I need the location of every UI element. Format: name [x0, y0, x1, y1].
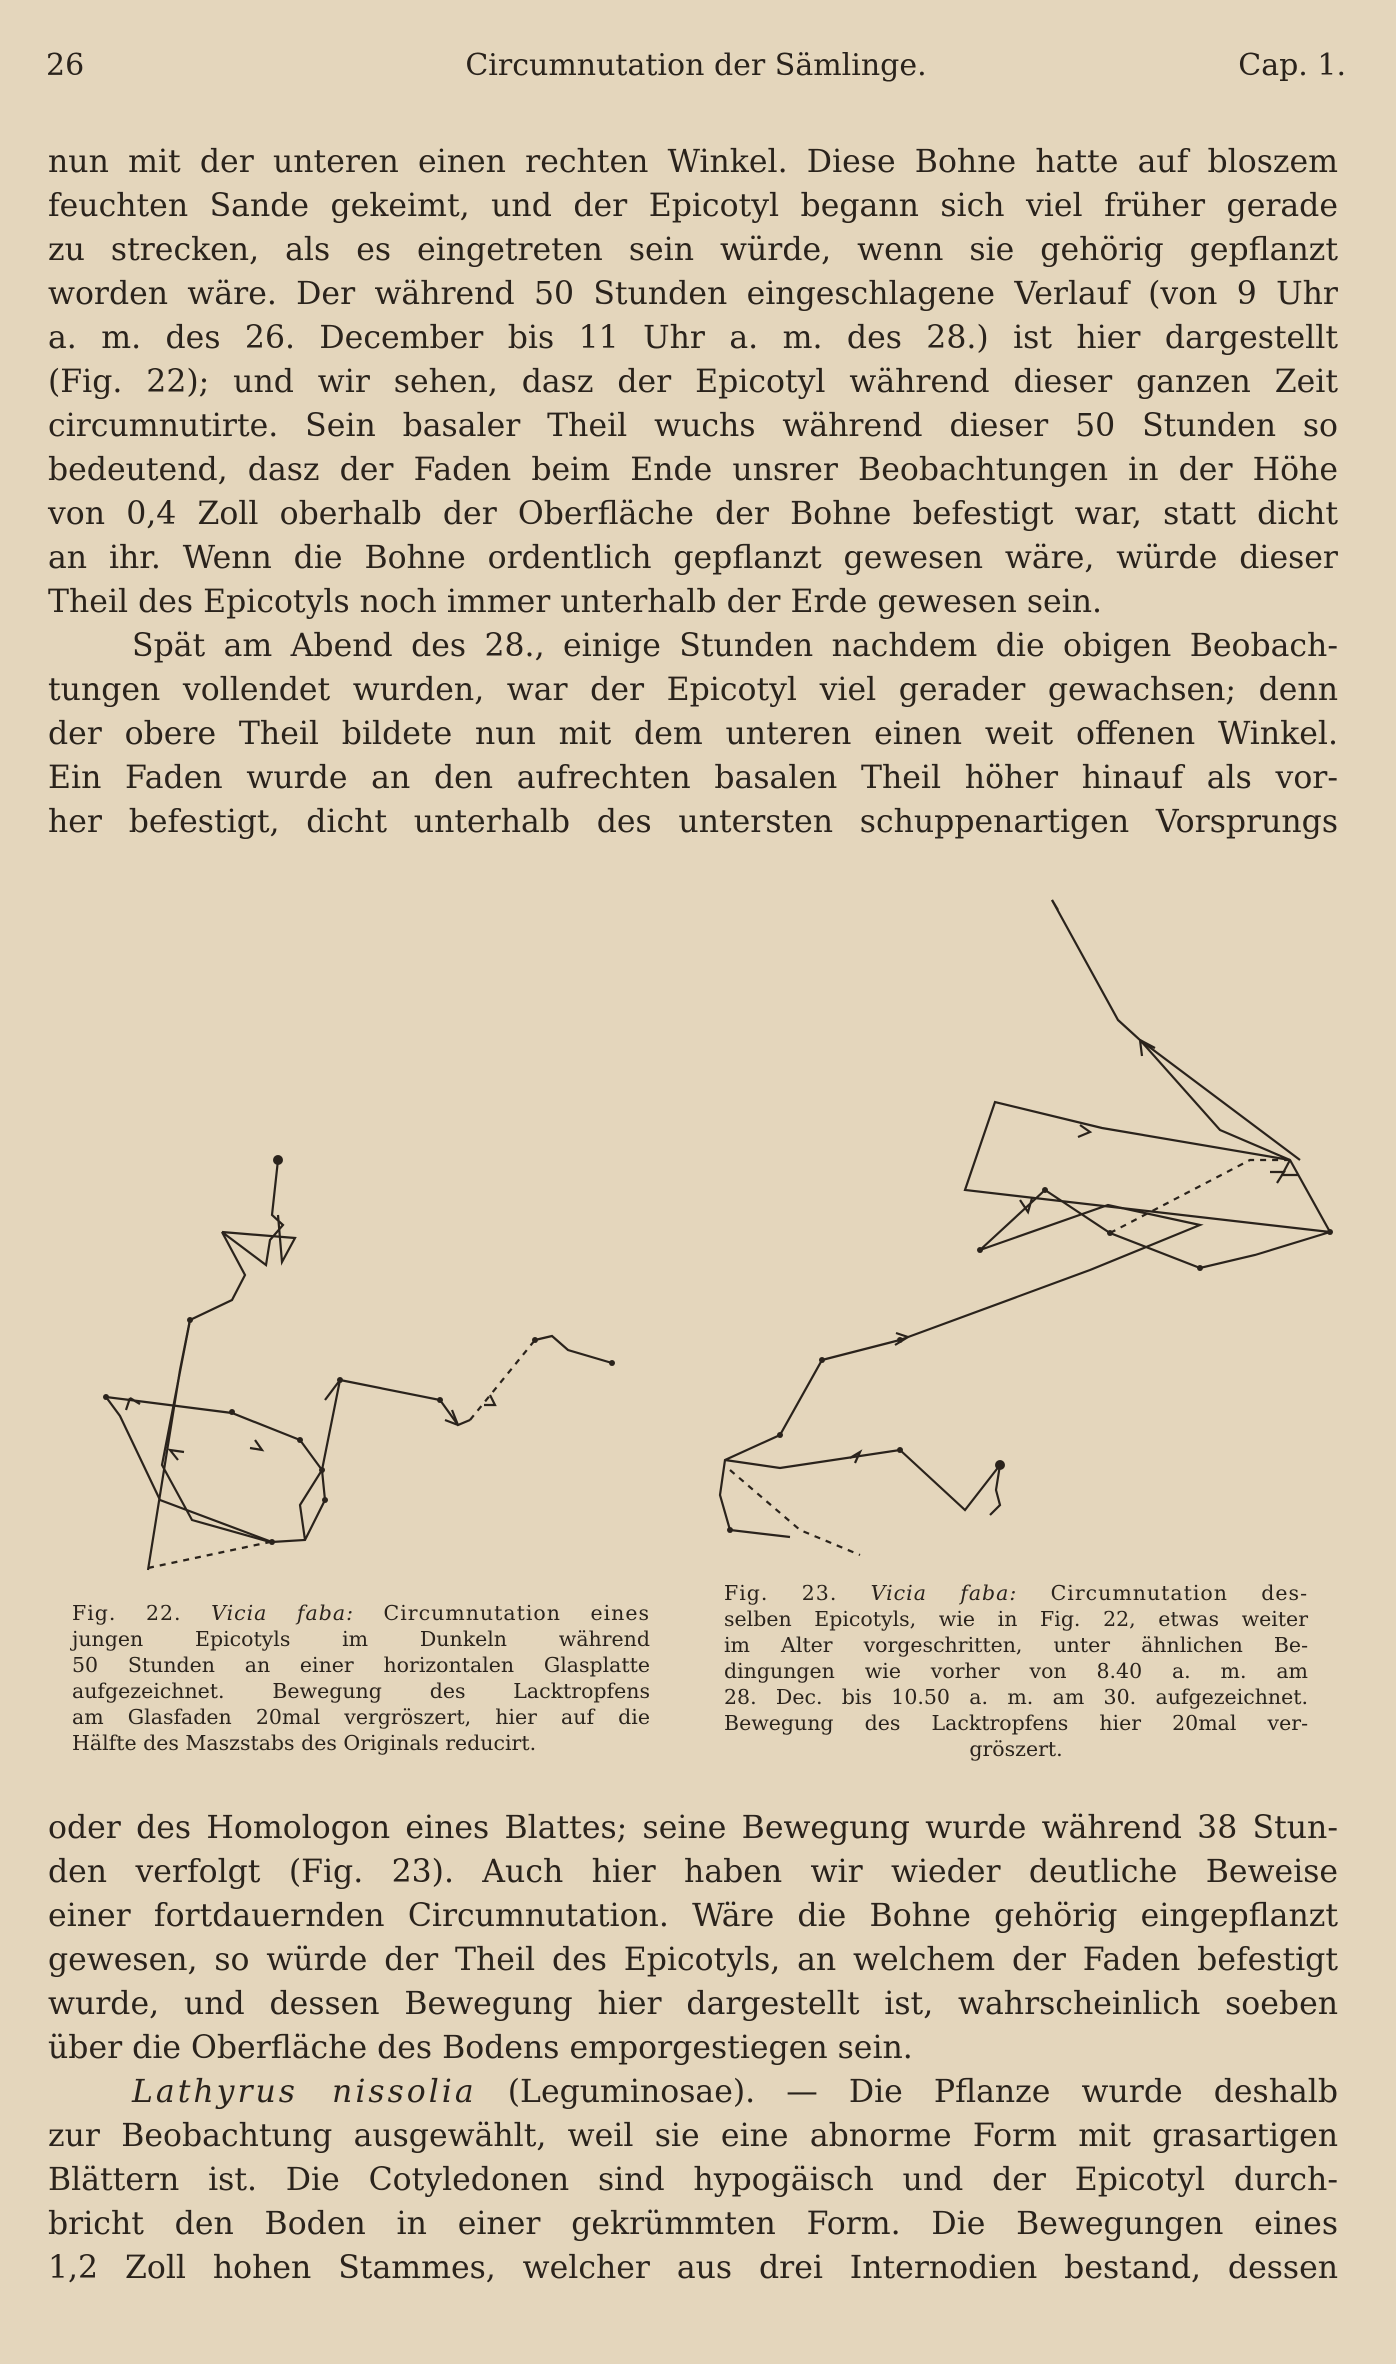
chapter-label: Cap. 1.	[1238, 48, 1346, 83]
text-line: nun mit der unteren einen rechten Winkel. Diese Bohne hatte auf bloszem	[48, 144, 1338, 180]
species-name: Lathyrus nissolia	[132, 2074, 477, 2110]
page-number: 26	[46, 48, 85, 83]
text-line: der obere Theil bildete nun mit dem unteren einen weit offenen Winkel.	[48, 716, 1338, 752]
text-fragment: (Leguminosae). — Die Pflanze wurde deshalb	[507, 2074, 1338, 2110]
caption-line: gröszert.	[969, 1737, 1063, 1761]
text-line: Spät am Abend des 28., einige Stunden nachdem die obigen Beobach-	[132, 628, 1338, 664]
caption-line: dingungen wie vorher von 8.40 a. m. am	[724, 1659, 1308, 1683]
text-line: einer fortdauernden Circumnutation. Wäre die Bohne gehörig eingepflanzt	[48, 1898, 1338, 1934]
text-line: zur Beobachtung ausgewählt, weil sie eine abnorme Form mit grasartigen	[48, 2118, 1338, 2154]
caption-line: aufgezeichnet. Bewegung des Lacktropfens	[72, 1679, 650, 1703]
text-line: a. m. des 26. December bis 11 Uhr a. m. des 28.) ist hier dargestellt	[48, 320, 1338, 356]
caption-figure-label: Fig. 23.	[724, 1581, 871, 1605]
caption-line: im Alter vorgeschritten, unter ähnlichen Be-	[724, 1633, 1308, 1657]
caption-line	[724, 1580, 1308, 1606]
text-line: gewesen, so würde der Theil des Epicotyls, an welchem der Faden befestigt	[48, 1942, 1338, 1978]
text-line: circumnutirte. Sein basaler Theil wuchs während dieser 50 Stunden so	[48, 408, 1338, 444]
caption-line: selben Epicotyls, wie in Fig. 22, etwas weiter	[724, 1607, 1308, 1631]
text-line: den verfolgt (Fig. 23). Auch hier haben wir wieder deutliche Beweise	[48, 1854, 1338, 1890]
caption-text: Circumnutation eines	[354, 1601, 651, 1625]
fig23-caption	[724, 1580, 1308, 1762]
text-line: zu strecken, als es eingetreten sein würde, wenn sie gehörig gepflanzt	[48, 232, 1338, 268]
caption-line: Bewegung des Lacktropfens hier 20mal ver-	[724, 1711, 1308, 1735]
caption-line: 50 Stunden an einer horizontalen Glasplatte	[72, 1653, 650, 1677]
text-line: tungen vollendet wurden, war der Epicotyl viel gerader gewachsen; denn	[48, 672, 1338, 708]
caption-line: 28. Dec. bis 10.50 a. m. am 30. aufgezeichnet.	[724, 1685, 1308, 1709]
caption-line: am Glasfaden 20mal vergröszert, hier auf die	[72, 1705, 650, 1729]
text-line: bricht den Boden in einer gekrümmten Form. Die Bewegungen eines	[48, 2206, 1338, 2242]
text-line: Theil des Epicotyls noch immer unterhalb der Erde gewesen sein.	[48, 584, 1103, 620]
text-line: über die Oberfläche des Bodens emporgestiegen sein.	[48, 2030, 913, 2066]
body-text-bottom	[48, 1806, 1338, 2290]
running-title: Circumnutation der Sämlinge.	[465, 48, 927, 83]
text-line: an ihr. Wenn die Bohne ordentlich gepflanzt gewesen wäre, würde dieser	[48, 540, 1338, 576]
text-line: bedeutend, dasz der Faden beim Ende unsrer Beobachtungen in der Höhe	[48, 452, 1338, 488]
text-line: Ein Faden wurde an den aufrechten basalen Theil höher hinauf als vor-	[48, 760, 1338, 796]
caption-species: Vicia faba:	[211, 1601, 354, 1625]
text-line: wurde, und dessen Bewegung hier dargestellt ist, wahrscheinlich soeben	[48, 1986, 1338, 2022]
text-line: (Fig. 22); und wir sehen, dasz der Epicotyl während dieser ganzen Zeit	[48, 364, 1338, 400]
text-line: Blättern ist. Die Cotyledonen sind hypogäisch und der Epicotyl durch-	[48, 2162, 1338, 2198]
text-line: her befestigt, dicht unterhalb des untersten schuppenartigen Vorsprungs	[48, 804, 1338, 840]
caption-text: Circumnutation des-	[1017, 1581, 1308, 1605]
text-line: feuchten Sande gekeimt, und der Epicotyl begann sich viel früher gerade	[48, 188, 1338, 224]
caption-line: Hälfte des Maszstabs des Originals reducirt.	[72, 1731, 537, 1755]
text-line: 1,2 Zoll hohen Stammes, welcher aus drei Internodien bestand, dessen	[48, 2250, 1338, 2286]
caption-line: jungen Epicotyls im Dunkeln während	[72, 1627, 650, 1651]
caption-species: Vicia faba:	[870, 1581, 1018, 1605]
text-line: worden wäre. Der während 50 Stunden eingeschlagene Verlauf (von 9 Uhr	[48, 276, 1338, 312]
caption-figure-label: Fig. 22.	[72, 1601, 212, 1625]
text-line: von 0,4 Zoll oberhalb der Oberfläche der Bohne befestigt war, statt dicht	[48, 496, 1338, 532]
text-line	[48, 2070, 1338, 2114]
text-line: oder des Homologon eines Blattes; seine Bewegung wurde während 38 Stun-	[48, 1810, 1338, 1846]
